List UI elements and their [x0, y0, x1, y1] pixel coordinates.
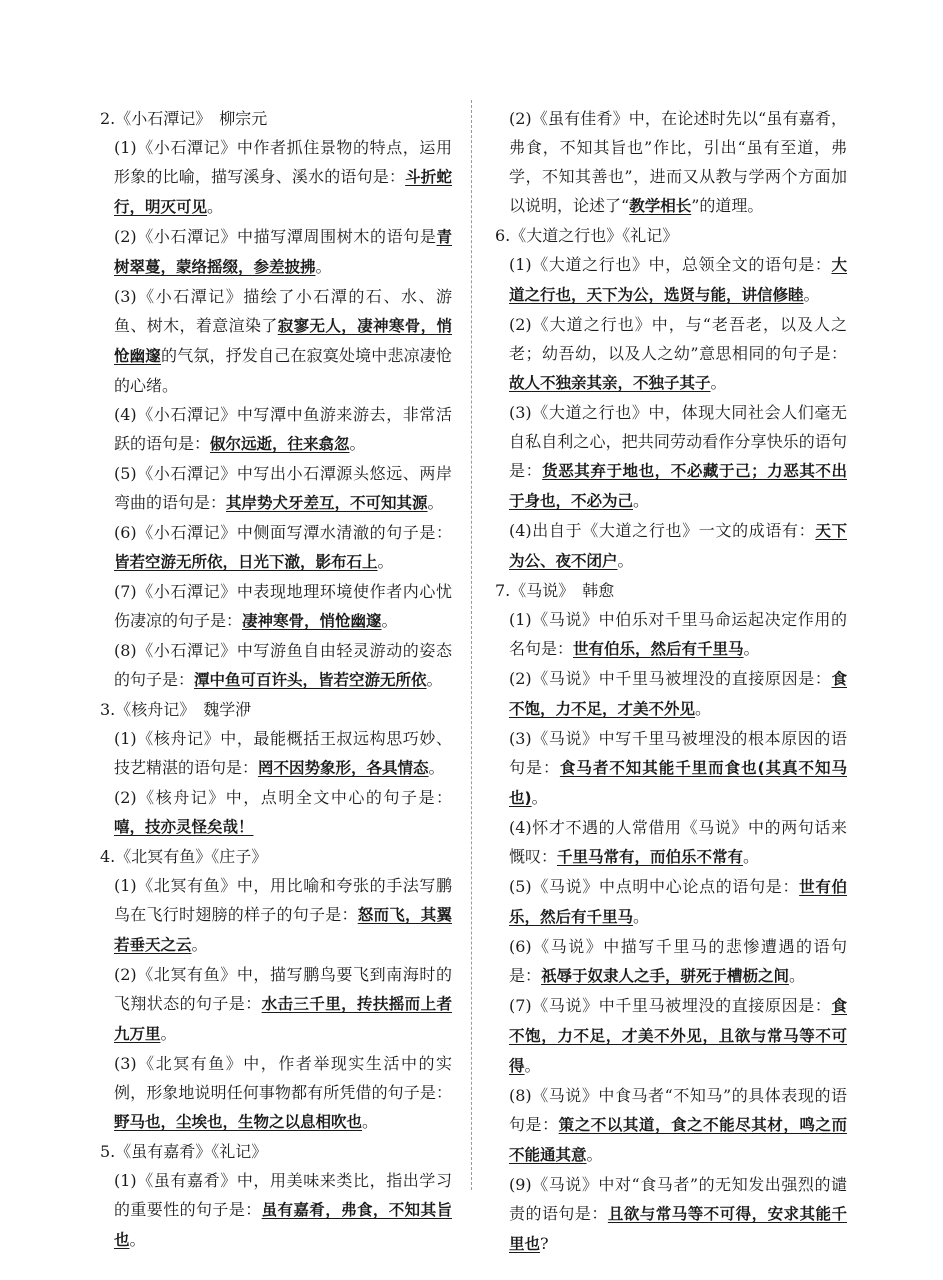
- answer-text: 虽有嘉肴，弗食，不知其旨也: [114, 1201, 452, 1249]
- question-text: (3)《小石潭记》描绘了小石潭的石、水、游鱼、树木，着意渲染了: [114, 287, 452, 335]
- question-text: (4)《小石潭记》中写潭中鱼游来游去，非常活跃的语句是：: [114, 405, 452, 453]
- question-text: (7)《马说》中千里马被埋没的直接原因是：: [509, 996, 832, 1015]
- question-text: (8)《小石潭记》中写游鱼自由轻灵游动的姿态的句子是：: [114, 641, 452, 689]
- question-text: (2)《核舟记》中，点明全文中心的句子是：: [114, 788, 452, 807]
- question-text: (7)《小石潭记》中表现地理环境使作者内心忧伤凄凉的句子是：: [114, 582, 452, 630]
- question-text: (6)《小石潭记》中侧面写潭水清澈的句子是：: [114, 523, 452, 542]
- question-item: [495, 104, 847, 221]
- question-tail: 。: [531, 788, 548, 807]
- question-tail: 。: [710, 373, 727, 392]
- question-text: (2)《马说》中千里马被埋没的直接原因是：: [509, 669, 832, 688]
- question-tail: 。: [524, 1056, 541, 1075]
- question-item: [100, 400, 452, 459]
- question-text: (1)《核舟记》中，最能概括王叔远构思巧妙、技艺精湛的语句是：: [114, 729, 452, 777]
- question-tail: 。: [633, 491, 650, 510]
- question-item: [100, 459, 452, 518]
- question-text: (1)《马说》中伯乐对千里马命运起决定作用的名句是：: [509, 610, 847, 658]
- question-item: [495, 398, 847, 516]
- left-column: [100, 104, 452, 1255]
- question-item: [100, 783, 452, 842]
- answer-text: 且欲与常马等不可得，安求其能千里也: [509, 1205, 847, 1253]
- answer-text: 世有伯乐，然后有千里马: [509, 878, 847, 926]
- question-text: (5)《马说》中点明中心论点的语句是：: [509, 877, 800, 896]
- question-item: [100, 577, 452, 636]
- question-tail: 。: [160, 1024, 177, 1043]
- answer-text: 大道之行也，天下为公，选贤与能，讲信修睦: [509, 256, 847, 304]
- question-text: (5)《小石潭记》中写出小石潭源头悠远、两岸弯曲的语句是：: [114, 464, 452, 512]
- answer-text: 教学相长: [629, 197, 692, 215]
- text-section: [100, 1137, 452, 1255]
- question-item: [100, 518, 452, 577]
- answer-text: 青树翠蔓，蒙络摇缀，参差披拂: [114, 228, 452, 276]
- question-text: (8)《马说》中食马者“不知马”的具体表现的语句是：: [509, 1086, 847, 1134]
- question-tail: 。: [428, 758, 445, 777]
- question-item: [100, 871, 452, 960]
- question-tail: 。: [191, 935, 208, 954]
- answer-text: 食不饱，力不足，才美不外见: [509, 670, 847, 718]
- question-tail: 。: [789, 966, 806, 985]
- question-text: (3)《大道之行也》中，体现大同社会人们毫无自私自利之心，把共同劳动看作分享快乐的语句是：: [509, 403, 847, 480]
- question-item: [495, 872, 847, 932]
- text-section: [100, 695, 452, 842]
- question-item: [100, 636, 452, 695]
- question-tail: 。: [803, 285, 820, 304]
- question-tail: ?: [540, 1234, 549, 1253]
- question-text: (4)怀才不遇的人常借用《马说》中的两句话来慨叹：: [509, 818, 847, 866]
- question-tail: 。: [427, 493, 444, 512]
- question-text: (2)《虽有佳肴》中，在论述时先以“虽有嘉肴，弗食，不知其旨也”作比，引出“虽有至道，弗学，不知其善也”，进而又从教与学两个方面加以说明，论述了“: [509, 109, 847, 215]
- question-text: (2)《大道之行也》中，与“老吾老，以及人之老；幼吾幼，以及人之幼”意思相同的句子是：: [509, 315, 847, 363]
- question-text: (1)《虽有嘉肴》中，用美味来类比，指出学习的重要性的句子是：: [114, 1171, 452, 1219]
- section-heading: 5.《虽有嘉肴》《礼记》: [100, 1142, 268, 1161]
- question-tail: 。: [617, 551, 634, 570]
- question-tail: 的气氛，抒发自己在寂寞处境中悲凉凄怆的心绪。: [114, 346, 452, 395]
- question-item: [495, 516, 847, 576]
- section-heading: 4.《北冥有鱼》《庄子》: [100, 847, 268, 866]
- question-text: (3)《马说》中写千里马被埋没的根本原因的语句是：: [509, 729, 847, 777]
- section-heading: 3.《核舟记》 魏学洢: [100, 700, 252, 719]
- question-tail: 。: [362, 1112, 379, 1131]
- answer-text: 故人不独亲其亲，不独子其子: [509, 374, 711, 392]
- question-item: [100, 960, 452, 1049]
- question-tail: 。: [426, 670, 443, 689]
- question-tail: 。: [381, 611, 398, 630]
- question-item: [100, 222, 452, 282]
- question-tail: 。: [743, 639, 760, 658]
- question-tail: 。: [633, 907, 650, 926]
- answer-text: 货恶其弃于地也，不必藏于己；力恶其不出于身也，不必为己: [509, 462, 847, 510]
- section-heading: 2.《小石潭记》 柳宗元: [100, 109, 268, 128]
- answer-text: 凄神寒骨，悄怆幽邃: [242, 612, 382, 630]
- answer-text: 寂寥无人，凄神寒骨，悄怆幽邃: [114, 317, 452, 365]
- answer-text: 怒而飞，其翼若垂天之云: [114, 906, 452, 954]
- text-section: [100, 842, 452, 1137]
- answer-text: 罔不因势象形，各具情态: [258, 759, 429, 777]
- question-item: [495, 813, 847, 872]
- answer-text: 其岸势犬牙差互，不可知其源: [226, 494, 428, 512]
- answer-text: 食不饱，力不足，才美不外见，且欲与常马等不可得: [509, 997, 847, 1075]
- question-tail: 。: [586, 1145, 603, 1164]
- question-text: (1)《小石潭记》中作者抓住景物的特点，运用形象的比喻，描写溪身、溪水的语句是：: [114, 138, 452, 186]
- answer-text: 潭中鱼可百许头，皆若空游无所依: [194, 671, 427, 689]
- section-heading: 7.《马说》 韩愈: [495, 581, 615, 600]
- question-item: [100, 1166, 452, 1255]
- question-item: [100, 724, 452, 783]
- answer-text: 斗折蛇行，明灭可见: [114, 168, 452, 216]
- answer-text: 策之不以其道，食之不能尽其材，鸣之而不能通其意: [509, 1116, 847, 1164]
- question-item: [495, 1170, 847, 1259]
- question-text: (1)《大道之行也》中，总领全文的语句是：: [509, 255, 832, 274]
- question-item: [495, 991, 847, 1081]
- question-item: [495, 310, 847, 398]
- question-item: [495, 724, 847, 813]
- question-tail: 。: [129, 1230, 146, 1249]
- right-column: [495, 104, 847, 1259]
- answer-text: 千里马常有，而伯乐不常有: [557, 848, 744, 866]
- answer-text: 世有伯乐，然后有千里马: [573, 640, 744, 658]
- question-text: (6)《马说》中描写千里马的悲惨遭遇的语句是：: [509, 937, 847, 985]
- question-text: (2)《小石潭记》中描写潭周围树木的语句是: [114, 227, 437, 246]
- answer-text: 皆若空游无所依，日光下澈，影布石上: [114, 553, 378, 571]
- text-section: [495, 221, 847, 576]
- answer-text: 水击三千里，抟扶摇而上者九万里: [114, 995, 452, 1043]
- question-text: (3)《北冥有鱼》中，作者举现实生活中的实例，形象地说明任何事物都有所凭借的句子是：: [114, 1054, 452, 1102]
- text-section: [495, 104, 847, 221]
- question-item: [100, 1049, 452, 1137]
- question-item: [495, 605, 847, 664]
- question-tail: 。: [207, 197, 224, 216]
- question-tail: ”的道理。: [691, 196, 764, 215]
- question-item: [100, 282, 452, 400]
- answer-text: 祇辱于奴隶人之手，骈死于槽枥之间: [541, 967, 790, 985]
- text-section: [495, 576, 847, 1259]
- question-item: [100, 133, 452, 222]
- text-section: [100, 104, 452, 695]
- question-tail: 。: [377, 552, 394, 571]
- question-item: [495, 664, 847, 724]
- answer-text: 嘻，技亦灵怪矣哉！: [114, 818, 254, 836]
- question-item: [495, 932, 847, 991]
- question-item: [495, 1081, 847, 1170]
- question-tail: 。: [349, 434, 366, 453]
- question-tail: 。: [315, 257, 332, 276]
- question-tail: 。: [743, 847, 760, 866]
- section-heading: 6.《大道之行也》《礼记》: [495, 226, 679, 245]
- question-tail: 。: [695, 699, 712, 718]
- answer-text: 野马也，尘埃也，生物之以息相吹也: [114, 1113, 363, 1131]
- column-divider: [471, 100, 472, 1190]
- answer-text: 食马者不知其能千里而食也(其真不知马也): [509, 759, 847, 807]
- question-text: (9)《马说》中对“食马者”的无知发出强烈的谴责的语句是：: [509, 1175, 847, 1223]
- question-item: [495, 250, 847, 310]
- answer-text: 俶尔远逝，往来翕忽: [210, 435, 350, 453]
- answer-text: 天下为公、夜不闭户: [509, 522, 847, 570]
- question-text: (4)出自于《大道之行也》一文的成语有：: [509, 521, 816, 540]
- question-text: (2)《北冥有鱼》中，描写鹏鸟要飞到南海时的飞翔状态的句子是：: [114, 965, 452, 1013]
- question-text: (1)《北冥有鱼》中，用比喻和夸张的手法写鹏鸟在飞行时翅膀的样子的句子是：: [114, 876, 452, 924]
